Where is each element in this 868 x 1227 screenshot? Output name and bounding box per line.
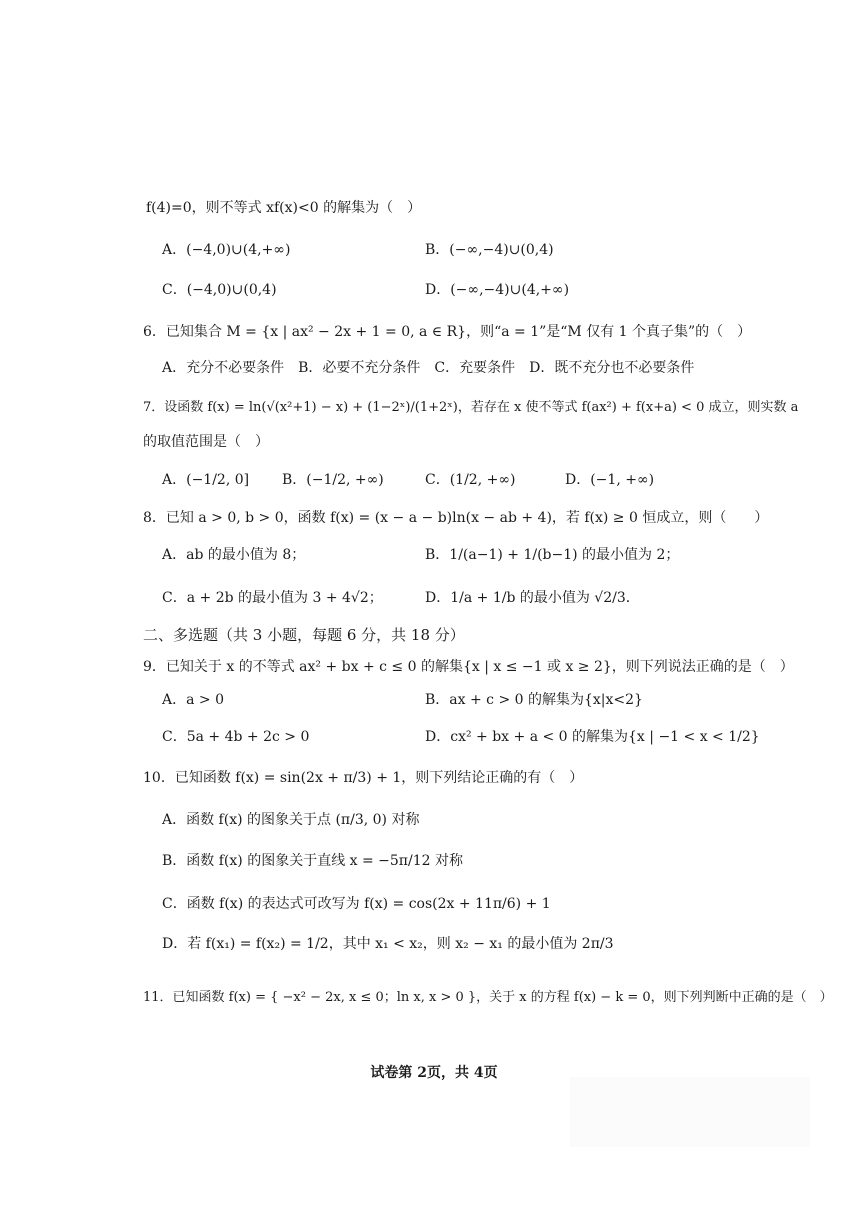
q5-option-b: B．(−∞,−4)∪(0,4) [425, 242, 554, 258]
q5-stem-tail: f(4)=0，则不等式 xf(x)<0 的解集为（ ） [146, 200, 422, 216]
q7-stem-line1: 7．设函数 f(x) = ln(√(x²+1) − x) + (1−2ˣ)/(1+2ˣ)，若存在 x 使不等式 f(ax²) + f(x+a) < 0 成立，则实数 a [143, 400, 799, 415]
q5-option-d: D．(−∞,−4)∪(4,+∞) [425, 282, 570, 298]
page-footer: 试卷第 2页，共 4页 [370, 1065, 498, 1081]
q10-stem: 10．已知函数 f(x) = sin(2x + π/3) + 1，则下列结论正确的有（ ） [143, 770, 584, 786]
q10-option-b: B．函数 f(x) 的图象关于直线 x = −5π/12 对称 [162, 853, 463, 869]
q7-option-d: D．(−1, +∞) [565, 472, 655, 488]
q10-option-c: C．函数 f(x) 的表达式可改写为 f(x) = cos(2x + 11π/6) + 1 [162, 896, 551, 912]
q9-stem: 9．已知关于 x 的不等式 ax² + bx + c ≤ 0 的解集{x | x ≤ −1 或 x ≥ 2}，则下列说法正确的是（ ） [143, 659, 794, 675]
q10-option-d: D．若 f(x₁) = f(x₂) = 1/2，其中 x₁ < x₂，则 x₂ − x₁ 的最小值为 2π/3 [162, 936, 614, 952]
q6-options: A．充分不必要条件 B．必要不充分条件 C．充要条件 D．既不充分也不必要条件 [162, 360, 695, 376]
q9-option-c: C．5a + 4b + 2c > 0 [162, 729, 310, 745]
q9-option-d: D．cx² + bx + a < 0 的解集为{x | −1 < x < 1/2} [425, 729, 760, 745]
q11-stem: 11．已知函数 f(x) = { −x² − 2x, x ≤ 0；ln x, x > 0 }，关于 x 的方程 f(x) − k = 0，则下列判断中正确的是（ ） [143, 990, 833, 1005]
q7-option-a: A．(−1/2, 0] [162, 472, 250, 488]
q9-option-a: A．a > 0 [162, 692, 224, 708]
q7-stem-line2: 的取值范围是（ ） [143, 434, 269, 450]
section-multiple-choice-heading: 二、多选题（共 3 小题，每题 6 分，共 18 分） [143, 626, 465, 644]
q9-option-b: B．ax + c > 0 的解集为{x|x<2} [425, 692, 643, 708]
q8-option-a: A．ab 的最小值为 8； [162, 547, 306, 563]
q8-option-c: C．a + 2b 的最小值为 3 + 4√2； [162, 590, 383, 606]
q10-option-a: A．函数 f(x) 的图象关于点 (π/3, 0) 对称 [162, 812, 420, 828]
q5-option-c: C．(−4,0)∪(0,4) [162, 282, 277, 298]
q8-option-b: B．1/(a−1) + 1/(b−1) 的最小值为 2； [425, 547, 680, 563]
q8-stem: 8．已知 a > 0, b > 0，函数 f(x) = (x − a − b)ln(x − ab + 4)，若 f(x) ≥ 0 恒成立，则（ ） [143, 510, 769, 526]
q7-option-b: B．(−1/2, +∞) [282, 472, 384, 488]
q6-stem: 6．已知集合 M = {x | ax² − 2x + 1 = 0, a ∈ R}，则“a = 1”是“M 仅有 1 个真子集”的（ ） [143, 324, 752, 340]
q7-option-c: C．(1/2, +∞) [425, 472, 516, 488]
q8-option-d: D．1/a + 1/b 的最小值为 √2/3． [425, 590, 640, 606]
q5-option-a: A．(−4,0)∪(4,+∞) [162, 242, 291, 258]
scan-smudge [570, 1077, 810, 1147]
